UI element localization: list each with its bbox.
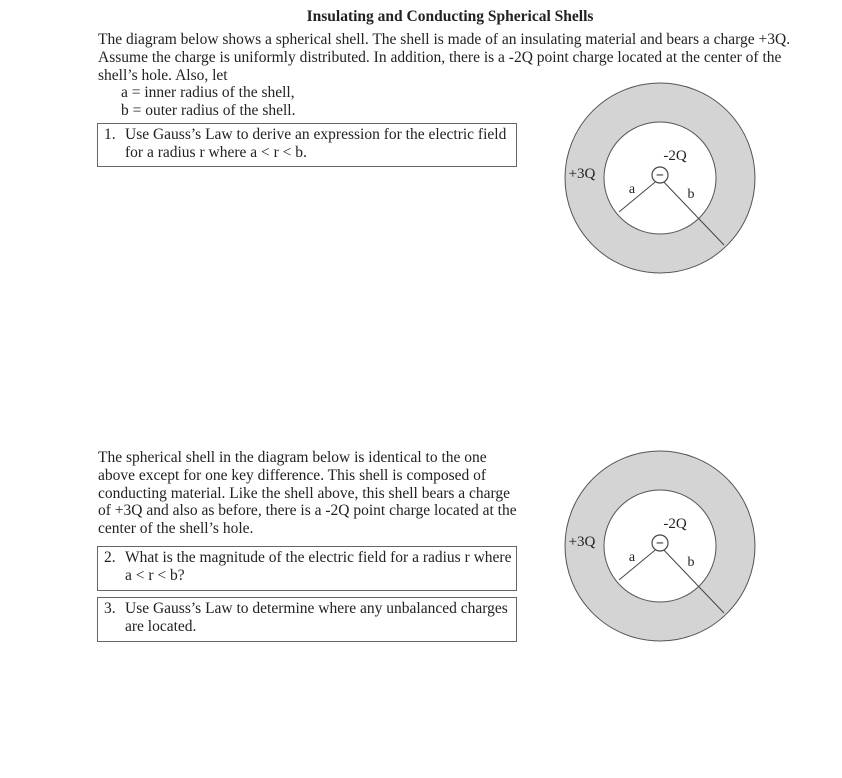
worksheet-title: Insulating and Conducting Spherical Shells	[306, 8, 594, 25]
label-a: a	[628, 182, 636, 197]
label-b: b	[687, 187, 695, 202]
definition-outer-radius: b = outer radius of the shell.	[121, 102, 296, 120]
question-1-box	[97, 123, 517, 167]
radius-a-line	[619, 546, 660, 580]
question-1-text: Use Gauss’s Law to derive an expression for the electric field for a radius r where a < r < b.	[125, 126, 507, 161]
label-a: a	[628, 550, 636, 565]
definition-inner-radius: a = inner radius of the shell,	[121, 84, 295, 102]
question-1-number: 1.	[104, 126, 116, 143]
label-b: b	[687, 555, 695, 570]
question-3-number: 3.	[104, 600, 116, 617]
question-3-text: Use Gauss’s Law to determine where any unbalanced charges are located.	[125, 600, 508, 635]
radius-a-line	[619, 178, 660, 212]
question-2-number: 2.	[104, 549, 116, 566]
point-charge-label: -2Q	[663, 516, 687, 532]
insulating-shell-diagram	[560, 78, 760, 278]
second-intro-paragraph: The spherical shell in the diagram below is identical to the one above except for one key difference. This shell is composed of conducting material. Like the shell above, this shell bears a charge of +3Q and also as before, there is a -2Q point charge located at the center of the shell’s hole.	[98, 449, 517, 538]
point-charge-label: -2Q	[663, 148, 687, 164]
conducting-shell-diagram	[560, 446, 760, 646]
question-2-box	[97, 546, 517, 591]
intro-text: The diagram below shows a spherical shell. The shell is made of an insulating material and bears a charge +3Q. Assume the charge is uniformly distributed. In addition, there is a -2Q point charge located at the center of the shell’s hole. Also, let	[98, 31, 791, 84]
point-charge-symbol: −	[656, 536, 664, 552]
shell-charge-label: +3Q	[568, 166, 596, 182]
question-2-text: What is the magnitude of the electric field for a radius r where a < r < b?	[125, 549, 512, 584]
shell-charge-label: +3Q	[568, 534, 596, 550]
question-3-box	[97, 597, 517, 642]
point-charge-symbol: −	[656, 168, 664, 184]
